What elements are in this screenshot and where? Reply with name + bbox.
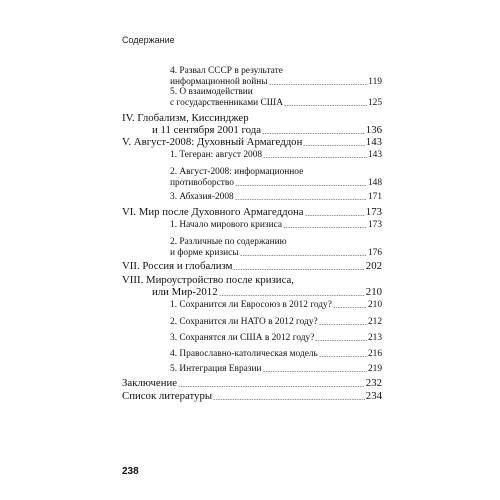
leader-dots [178,386,365,387]
toc-entry [122,377,382,390]
toc-entry-title: или Мир-2012 [152,286,218,298]
leader-dots [315,340,367,341]
toc-page-number: 202 [365,260,382,272]
leader-dots [284,105,367,106]
toc-entry [170,300,382,311]
toc-entry [170,364,382,375]
toc-page-number: 173 [365,206,382,218]
toc-entry-title: и 11 сентября 2001 года [152,124,261,136]
toc-entry-title: 5. О взаимодействии [170,87,253,97]
toc-page-number: 125 [367,98,382,108]
toc-page-number: 136 [365,124,382,136]
toc-entry [170,87,382,109]
leader-dots [283,227,367,228]
toc-entry [170,220,382,231]
toc-page-number: 119 [368,77,382,87]
leader-dots [269,84,368,85]
toc-entry-title: VII. Россия и глобализм [122,260,233,272]
toc-page-number: 232 [365,377,382,389]
toc-entry-title: Заключение [122,377,178,389]
toc-entry-title: и форме кризисы [170,248,239,258]
toc-entry [170,167,382,189]
toc-page-number: 143 [365,136,382,148]
toc-entry-title: 1. Начало мирового кризиса [170,220,283,230]
leader-dots [263,157,367,158]
toc-page-number: 176 [367,248,382,258]
toc-entry [170,192,382,203]
toc-entry-title: 1. Сохранится ли Евросоюз в 2012 году? [170,300,332,310]
toc-page-number: 234 [365,390,382,402]
toc-entry [122,274,382,300]
toc-entry [170,333,382,344]
toc-page-number: 148 [367,178,382,188]
toc-entry-title: 4. Развал СССР в результате [170,66,283,76]
toc-page-number: 143 [367,150,382,160]
toc-entry-title: противоборство [170,178,234,188]
toc-entry [122,136,382,149]
toc-entry-title: 1. Тегеран: август 2008 [170,150,263,160]
toc-entry-title: VIII. Мироустройство после кризиса, [122,274,294,286]
toc-entry-title: IV. Глобализм, Киссинджер [122,112,249,124]
toc-entry-title: 4. Православно-католическая модель [170,349,318,359]
toc-entry-title: 2. Различные по содержанию [170,237,287,247]
toc-entry-title: 3. Абхазия-2008 [170,192,234,202]
toc-entry-title: информационной войны [170,77,268,87]
toc-entry-title: Список литературы [122,390,213,402]
toc-entry-title: 2. Сохранится ли НАТО в 2012 году? [170,317,318,327]
leader-dots [219,295,365,296]
toc-entry [170,349,382,360]
toc-page-number: 173 [367,220,382,230]
toc-page-number: 213 [367,333,382,343]
toc-entry [170,66,382,88]
leader-dots [333,307,367,308]
toc-entry [122,390,382,403]
toc-entry-title: 2. Август-2008: информационное [170,167,304,177]
toc-entry-title: 3. Сохранятся ли США в 2012 году? [170,333,315,343]
leader-dots [213,399,365,400]
toc-entry-title: 5. Интеграция Евразии [170,364,262,374]
leader-dots [305,215,365,216]
toc-entry [122,206,382,219]
running-head: Содержание [122,35,175,45]
toc-entry-title: VI. Мир после Духовного Армагеддона [122,206,304,218]
leader-dots [262,133,365,134]
leader-dots [319,324,367,325]
leader-dots [303,145,364,146]
toc-entry-title: V. Август-2008: Духовный Армагеддон [122,136,303,148]
toc-page-number: 210 [367,300,382,310]
leader-dots [235,185,367,186]
toc-entry [170,150,382,161]
leader-dots [235,199,367,200]
toc-page-number: 171 [367,192,382,202]
toc-entry-title: с государственниками США [170,98,283,108]
leader-dots [319,356,367,357]
toc-entry [122,112,382,138]
toc-page-number: 216 [367,349,382,359]
toc-entry [170,317,382,328]
toc-page-number: 219 [367,364,382,374]
toc-entry [170,237,382,259]
leader-dots [263,371,367,372]
leader-dots [240,255,367,256]
toc-entry [122,260,382,273]
toc-page-number: 210 [365,286,382,298]
page-number: 238 [122,466,139,477]
leader-dots [233,269,364,270]
toc-page-number: 212 [367,317,382,327]
